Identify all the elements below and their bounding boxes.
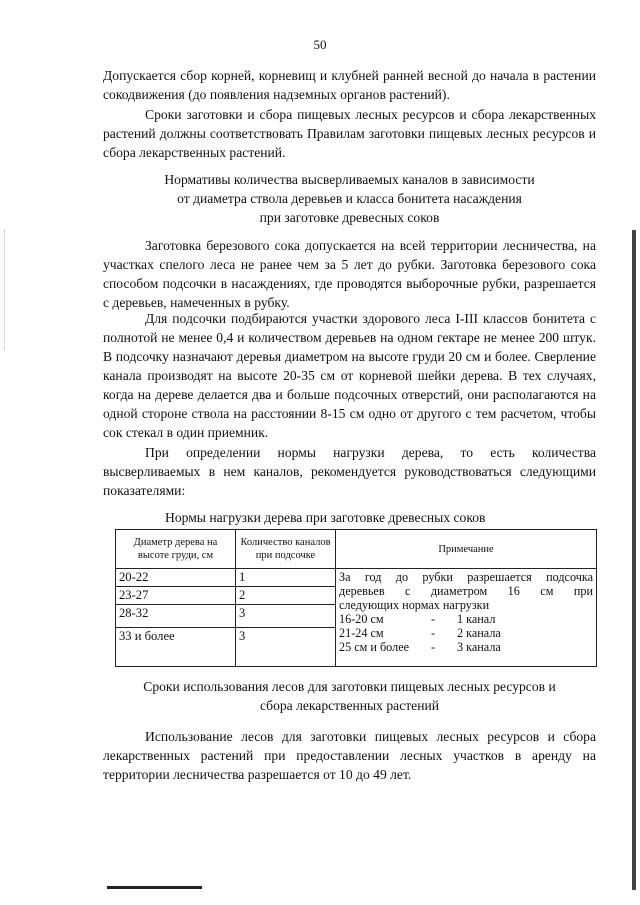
heading-use-terms [103, 677, 596, 715]
table-caption: Нормы нагрузки дерева при заготовке древесных соков [165, 510, 486, 525]
note-range: 25 см и более [339, 640, 410, 654]
cell-diameter: 33 и более [116, 628, 236, 667]
heading-line: от диаметра ствола деревьев и класса бонитета насаждения [177, 191, 522, 206]
note-value: 1 канал [457, 612, 496, 626]
note-item [339, 640, 593, 654]
cell-channels: 1 [236, 569, 336, 587]
cell-diameter: 28-32 [116, 605, 236, 628]
scan-margin-marks [4, 230, 7, 350]
cell-channels: 3 [236, 628, 336, 667]
table-row [116, 569, 597, 587]
cell-diameter: 20-22 [116, 569, 236, 587]
scan-page-edge [632, 230, 636, 890]
cell-note [336, 569, 597, 667]
cell-diameter: 23-27 [116, 587, 236, 605]
paragraph-harvest-terms: Сроки заготовки и сбора пищевых лесных ресурсов и сбора лекарственных растений должны соответствовать Правилам заготовки пищевых лесных ресурсов и сбора лекарственных растений. [103, 107, 596, 160]
note-value: 3 канала [457, 640, 501, 654]
heading-line: Нормативы количества высверливаемых каналов в зависимости [164, 172, 535, 187]
header-note: Примечание [336, 530, 597, 569]
footer-rule [107, 886, 202, 889]
note-value: 2 канала [457, 626, 501, 640]
paragraph-load-norm: При определении нормы нагрузки дерева, то есть количества высверливаемых в нем каналов, рекомендуется руководствоваться следующими показателями: [103, 445, 596, 498]
note-range: 16-20 см [339, 612, 384, 626]
note-item [339, 626, 593, 640]
note-range: 21-24 см [339, 626, 384, 640]
header-channels: Количество каналов при подсочке [236, 530, 336, 569]
heading-line: Сроки использования лесов для заготовки пищевых лесных ресурсов и [143, 679, 556, 694]
note-line: следующих нормах нагрузки [339, 598, 490, 612]
paragraph-roots-collection: Допускается сбор корней, корневищ и клубней ранней весной до начала в растении сокодвижения (до появления надземных органов растений). [103, 68, 596, 102]
note-dash: - [431, 612, 436, 626]
note-dash: - [431, 626, 436, 640]
heading-channels-norms [103, 170, 596, 227]
cell-channels: 3 [236, 605, 336, 628]
page-number: 50 [313, 37, 327, 52]
cell-channels: 2 [236, 587, 336, 605]
note-dash: - [431, 640, 436, 654]
load-norms-table [115, 529, 597, 667]
paragraph-birch-sap: Заготовка березового сока допускается на всей территории лесничества, на участках спелого леса не ранее чем за 5 лет до рубки. Заготовка березового сока способом подсочки в насаждениях, где проводятся выборочные рубки, разрешается с деревьев, намеченных в рубку. [103, 238, 596, 310]
heading-line: сбора лекарственных растений [259, 698, 440, 713]
note-item [339, 612, 593, 626]
note-line: За год до рубки разрешается подсочка [339, 570, 593, 584]
paragraph-lease-term: Использование лесов для заготовки пищевых лесных ресурсов и сбора лекарственных растений при предоставлении лесных участков в аренду на территории лесничества разрешается от 10 до 49 лет. [103, 729, 596, 782]
note-line: деревьев с диаметром 16 см при [339, 584, 593, 598]
paragraph-tapping-sites: Для подсочки подбираются участки здорового леса I-III классов бонитета с полнотой не менее 0,4 и количеством деревьев на одном гектаре не менее 200 штук. В подсочку назначают деревья диаметром на высоте груди 20 см и более. Сверление канала производят на высоте 20-35 см от корневой шейки дерева. В тех случаях, когда на дереве делается два и больше подсочных отверстий, они располагаются на одной стороне ствола на расстоянии 8-15 см одно от другого с тем расчетом, чтобы сок стекал в один приемник. [103, 311, 596, 440]
table-header-row [116, 530, 597, 569]
header-diameter: Диаметр дерева на высоте груди, см [116, 530, 236, 569]
heading-line: при заготовке древесных соков [259, 210, 440, 225]
